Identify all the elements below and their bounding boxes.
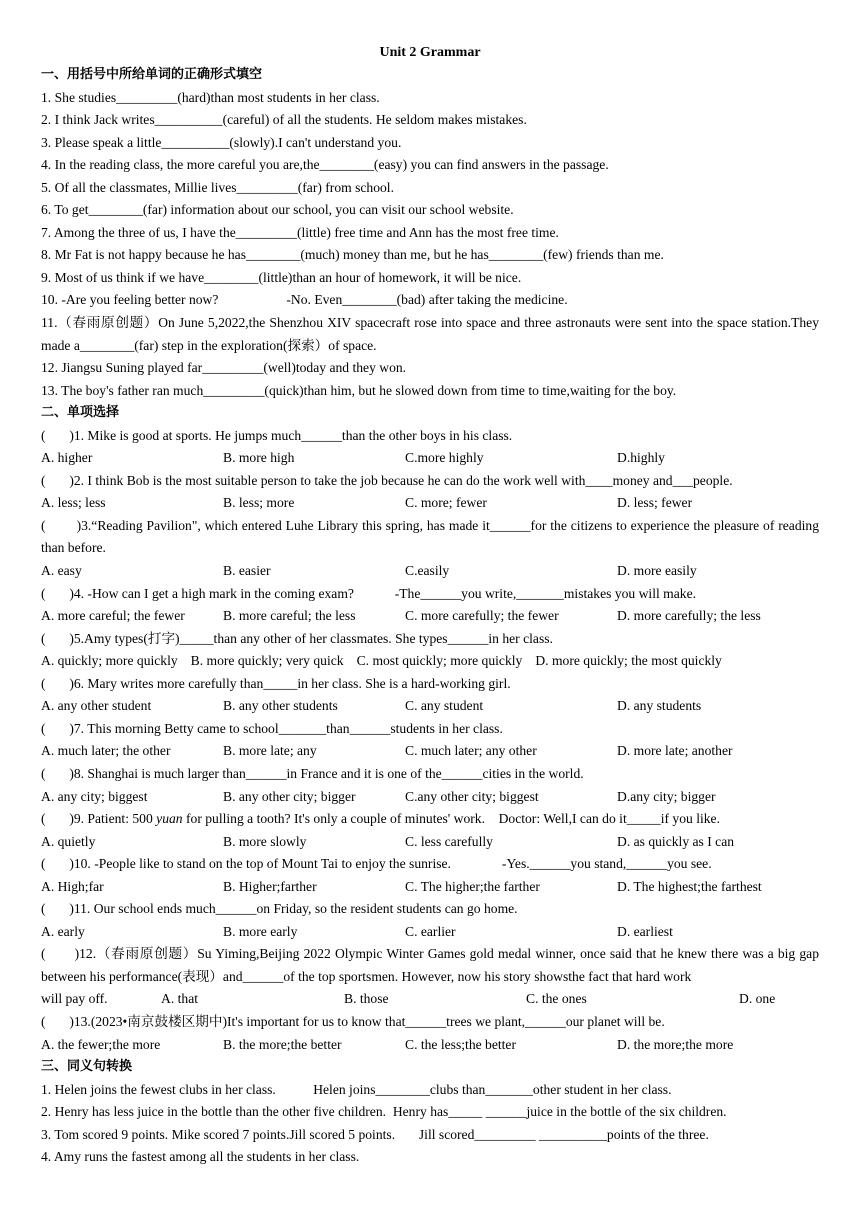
option-a: A. higher (41, 450, 93, 466)
mc-options (41, 447, 819, 470)
option-b: B. easier (223, 563, 271, 579)
option-a: A. more careful; the fewer (41, 608, 185, 624)
mc-question: ( )7. This morning Betty came to school_______than______students in her class. (41, 720, 503, 736)
question-line: 10. -Are you feeling better now? -No. Even________(bad) after taking the medicine. (41, 292, 568, 308)
option-d: D. any students (617, 698, 702, 714)
mc-options (41, 740, 819, 763)
question-line: 3. Please speak a little__________(slowly).I can't understand you. (41, 134, 402, 150)
option-d: D. more easily (617, 563, 697, 579)
multiple-choice-list (41, 425, 823, 1056)
option-c: C.easily (405, 563, 450, 579)
question-line: 1. Helen joins the fewest clubs in her class. Helen joins________clubs than_______other student in her class. (41, 1081, 672, 1097)
option-d: D. the more;the more (617, 1036, 734, 1052)
option-b: B. the more;the better (223, 1036, 342, 1052)
mc-options (41, 876, 819, 899)
option-d: D. more quickly; the most quickly (535, 653, 722, 669)
mc-question: ( )10. -People like to stand on the top of Mount Tai to enjoy the sunrise. -Yes.______you stand,______you see. (41, 856, 712, 872)
mc-question: ( )2. I think Bob is the most suitable person to take the job because he can do the work well with____money and___people. (41, 472, 733, 488)
question-line: 7. Among the three of us, I have the_________(little) free time and Ann has the most free time. (41, 224, 559, 240)
question-line: 9. Most of us think if we have________(little)than an hour of homework, it will be nice. (41, 269, 522, 285)
option-d: D.highly (617, 450, 665, 466)
option-d: D. more late; another (617, 743, 733, 759)
section-heading-fill-blank: 一、用括号中所给单词的正确形式填空 (41, 67, 263, 82)
option-c: C. the less;the better (405, 1036, 516, 1052)
mc-question: ( )5.Amy types(打字)_____than any other of her classmates. She types______in her class. (41, 630, 553, 646)
mc-options (41, 560, 819, 583)
question-line: 11.（春雨原创题）On June 5,2022,the Shenzhou XIV spacecraft rose into space and three astronauts were sent into the space station.They made a________(far) step in the exploration(探索）of space. (41, 315, 819, 353)
q9-prefix: ( )9. Patient: 500 (41, 811, 157, 827)
option-d: D. one (739, 991, 776, 1007)
question-line: 6. To get________(far) information about our school, you can visit our school website. (41, 202, 514, 218)
mc-question: ( )13.(2023•南京鼓楼区期中)It's important for us to know that______trees we plant,______our planet will be. (41, 1013, 665, 1029)
option-b: B. any other city; bigger (223, 788, 356, 804)
section-heading-sentence-transform: 三、同义句转换 (41, 1059, 133, 1075)
fill-blank-list (41, 87, 819, 403)
mc-options (41, 492, 819, 515)
option-c: C. more; fewer (405, 495, 487, 511)
mc-question: ( )4. -How can I get a high mark in the coming exam? -The______you write,_______mistakes you will make. (41, 585, 696, 601)
option-a: A. quickly; more quickly (41, 653, 178, 669)
option-a: A. easy (41, 563, 82, 579)
option-d: D. The highest;the farthest (617, 878, 762, 894)
mc-options (41, 1034, 819, 1057)
option-c: C. The higher;the farther (405, 878, 540, 894)
mc-options (41, 695, 819, 718)
question-line: 5. Of all the classmates, Millie lives_________(far) from school. (41, 179, 394, 195)
option-b: B. more early (223, 923, 298, 939)
question-line: 4. Amy runs the fastest among all the students in her class. (41, 1149, 360, 1165)
option-a: A. the fewer;the more (41, 1036, 161, 1052)
q12-tail: will pay off. (41, 991, 108, 1007)
option-b: B. more careful; the less (223, 608, 356, 624)
mc-options (41, 988, 819, 1011)
mc-question: ( )1. Mike is good at sports. He jumps much______than the other boys in his class. (41, 427, 513, 443)
option-b: B. more high (223, 450, 295, 466)
question-line: 1. She studies_________(hard)than most students in her class. (41, 89, 380, 105)
option-c: C. most quickly; more quickly (356, 653, 523, 669)
option-b: B. Higher;farther (223, 878, 317, 894)
option-c: C. the ones (526, 991, 587, 1007)
option-a: A. that (161, 991, 198, 1007)
option-d: D.any city; bigger (617, 788, 716, 804)
section-heading-multiple-choice: 二、单项选择 (41, 405, 120, 421)
mc-question: ( )11. Our school ends much______on Friday, so the resident students can go home. (41, 901, 518, 917)
option-c: C. much later; any other (405, 743, 537, 759)
mc-question: ( )6. Mary writes more carefully than_____in her class. She is a hard-working girl. (41, 675, 511, 691)
option-c: C. less carefully (405, 833, 493, 849)
option-d: D. earliest (617, 923, 673, 939)
option-c: C.more highly (405, 450, 484, 466)
option-b: B. any other students (223, 698, 338, 714)
question-line: 3. Tom scored 9 points. Mike scored 7 points.Jill scored 5 points. Jill scored_________ __________points of the three. (41, 1126, 709, 1142)
option-c: C.any other city; biggest (405, 788, 539, 804)
q9-italic-word: yuan (156, 811, 183, 827)
option-c: C. more carefully; the fewer (405, 608, 559, 624)
question-line: 2. Henry has less juice in the bottle than the other five children. Henry has_____ ______juice in the bottle of the six children. (41, 1104, 727, 1120)
mc-question: ( )8. Shanghai is much larger than______in France and it is one of the______cities in the world. (41, 765, 584, 781)
option-b: B. more slowly (223, 833, 307, 849)
question-line: 13. The boy's father ran much_________(quick)than him, but he slowed down from time to time,waiting for the boy. (41, 382, 677, 398)
question-line: 4. In the reading class, the more careful you are,the________(easy) you can find answers in the passage. (41, 157, 609, 173)
option-c: C. earlier (405, 923, 456, 939)
option-d: D. more carefully; the less (617, 608, 761, 624)
question-line: 2. I think Jack writes__________(careful) of all the students. He seldom makes mistakes. (41, 112, 527, 128)
mc-options (41, 605, 819, 628)
option-a: A. any city; biggest (41, 788, 148, 804)
option-b: B. more late; any (223, 743, 317, 759)
option-a: A. any other student (41, 698, 152, 714)
mc-options (41, 831, 819, 854)
option-b: B. more quickly; very quick (190, 653, 344, 669)
sentence-transform-list (41, 1079, 819, 1169)
option-d: D. as quickly as I can (617, 833, 735, 849)
mc-question: ( )12.（春雨原创题）Su Yiming,Beijing 2022 Olympic Winter Games gold medal winner, once said that he knew there was a big gap between his performance(表现）and______of the top sportsmen. However, now his story showsthe fact that hard work (41, 946, 823, 984)
option-b: B. less; more (223, 495, 295, 511)
mc-question: ( )3.“Reading Pavilion", which entered Luhe Library this spring, has made it______for the citizens to experience the pleasure of reading than before. (41, 517, 823, 556)
option-c: C. any student (405, 698, 484, 714)
mc-options (41, 650, 819, 673)
mc-options (41, 786, 819, 809)
option-a: A. High;far (41, 878, 104, 894)
question-line: 8. Mr Fat is not happy because he has________(much) money than me, but he has________(few) friends than me. (41, 247, 664, 263)
mc-question (41, 808, 819, 831)
mc-options (41, 921, 819, 944)
page-title: Unit 2 Grammar (379, 45, 481, 60)
option-a: A. less; less (41, 495, 106, 511)
q9-suffix: for pulling a tooth? It's only a couple of minutes' work. Doctor: Well,I can do it_____if you like. (182, 811, 720, 827)
option-d: D. less; fewer (617, 495, 693, 511)
option-a: A. much later; the other (41, 743, 171, 759)
option-a: A. quietly (41, 833, 96, 849)
question-line: 12. Jiangsu Suning played far_________(well)today and they won. (41, 360, 407, 376)
option-b: B. those (344, 991, 389, 1007)
option-a: A. early (41, 923, 85, 939)
